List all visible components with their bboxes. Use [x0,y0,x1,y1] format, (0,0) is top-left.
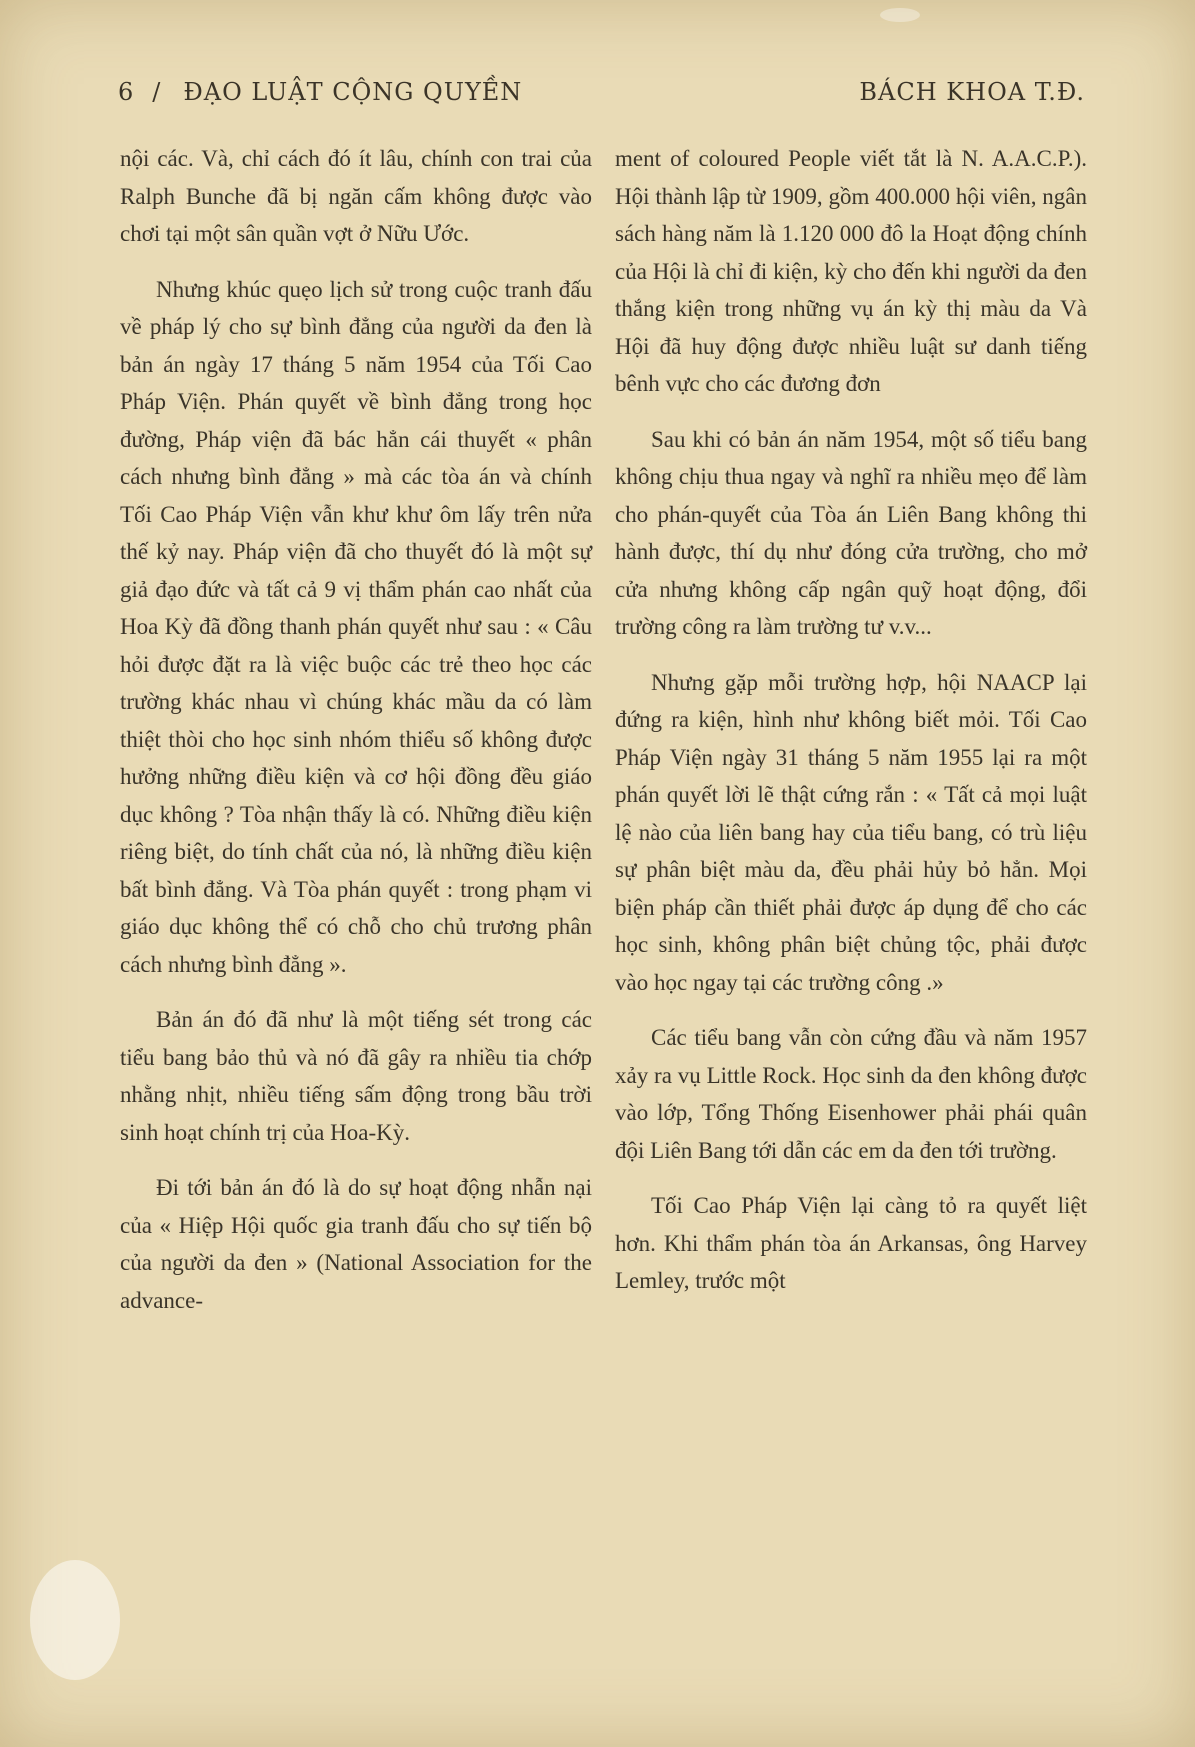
right-column [615,140,1087,1700]
left-column [120,140,592,1700]
paragraph: Đi tới bản án đó là do sự hoạt động nhẫn nại của « Hiệp Hội quốc gia tranh đấu cho sự tiến bộ của người da đen » (National Association for the advance- [120,1175,592,1313]
paragraph: ment of coloured People viết tắt là N. A.A.C.P.). Hội thành lập từ 1909, gồm 400.000 hội viên, ngân sách hàng năm là 1.120 000 đô la Hoạt động chính của Hội là chỉ đi kiện, kỳ cho đến khi người da đen thắng kiện trong những vụ án kỳ thị màu da Và Hội đã huy động được nhiều luật sư danh tiếng bênh vực cho các đương đơn [615,146,1087,396]
paragraph: Sau khi có bản án năm 1954, một số tiểu bang không chịu thua ngay và nghĩ ra nhiều mẹo để làm cho phán-quyết của Tòa án Liên Bang không thi hành được, thí dụ như đóng cửa trường, cho mở cửa nhưng không cấp ngân quỹ hoạt động, đổi trường công ra làm trường tư v.v... [615,426,1087,639]
paper-tear [30,1560,120,1680]
paragraph: Các tiểu bang vẫn còn cứng đầu và năm 1957 xảy ra vụ Little Rock. Học sinh da đen không được vào lớp, Tổng Thống Eisenhower phải phái quân đội Liên Bang tới dẫn các em da đen tới trường. [615,1025,1087,1163]
header-separator: / [152,78,162,106]
paragraph: nội các. Và, chỉ cách đó ít lâu, chính con trai của Ralph Bunche đã bị ngăn cấm không được vào chơi tại một sân quần vợt ở Nữu Ước. [120,146,592,246]
header-left [118,78,522,106]
page-number: 6 [118,78,135,106]
paragraph: Nhưng gặp mỗi trường hợp, hội NAACP lại đứng ra kiện, hình như không biết mỏi. Tối Cao Pháp Viện ngày 31 tháng 5 năm 1955 lại ra một phán quyết lời lẽ thật cứng rắn : « Tất cả mọi luật lệ nào của liên bang hay của tiểu bang, có trù liệu sự phân biệt màu da, đều phải hủy bỏ hẳn. Mọi biện pháp cần thiết phải được áp dụng để cho các học sinh, không phân biệt chủng tộc, phải được vào học ngay tại các trường công .» [615,669,1087,995]
paragraph: Bản án đó đã như là một tiếng sét trong các tiểu bang bảo thủ và nó đã gây ra nhiều tia chớp nhằng nhịt, nhiều tiếng sấm động trong bầu trời sinh hoạt chính trị của Hoa-Kỳ. [120,1007,592,1145]
paper-stain [880,8,920,22]
page-header [118,78,1085,118]
publication-title: BÁCH KHOA T.Đ. [859,78,1085,106]
paragraph: Nhưng khúc quẹo lịch sử trong cuộc tranh đấu về pháp lý cho sự bình đẳng của người da đen là bản án ngày 17 tháng 5 năm 1954 của Tối Cao Pháp Viện. Phán quyết về bình đẳng trong học đường, Pháp viện đã bác hẳn cái thuyết « phân cách nhưng bình đẳng » mà các tòa án và chính Tối Cao Pháp Viện vẫn khư khư ôm lấy trên nửa thế kỷ nay. Pháp viện đã cho thuyết đó là một sự giả đạo đức và tất cả 9 vị thẩm phán cao nhất của Hoa Kỳ đã đồng thanh phán quyết như sau : « Câu hỏi được đặt ra là việc buộc các trẻ theo học các trường khác nhau vì chúng khác mầu da có làm thiệt thòi cho học sinh nhóm thiểu số không được hưởng những điều kiện và cơ hội đồng đều giáo dục không ? Tòa nhận thấy là có. Những điều kiện riêng biệt, do tính chất của nó, là những điều kiện bất bình đẳng. Và Tòa phán quyết : trong phạm vi giáo dục không thể có chỗ cho chủ trương phân cách nhưng bình đẳng ». [120,276,592,977]
section-title: ĐẠO LUẬT CỘNG QUYỀN [183,78,523,106]
paragraph: Tối Cao Pháp Viện lại càng tỏ ra quyết liệt hơn. Khi thẩm phán tòa án Arkansas, ông Harvey Lemley, trước một [615,1193,1087,1293]
